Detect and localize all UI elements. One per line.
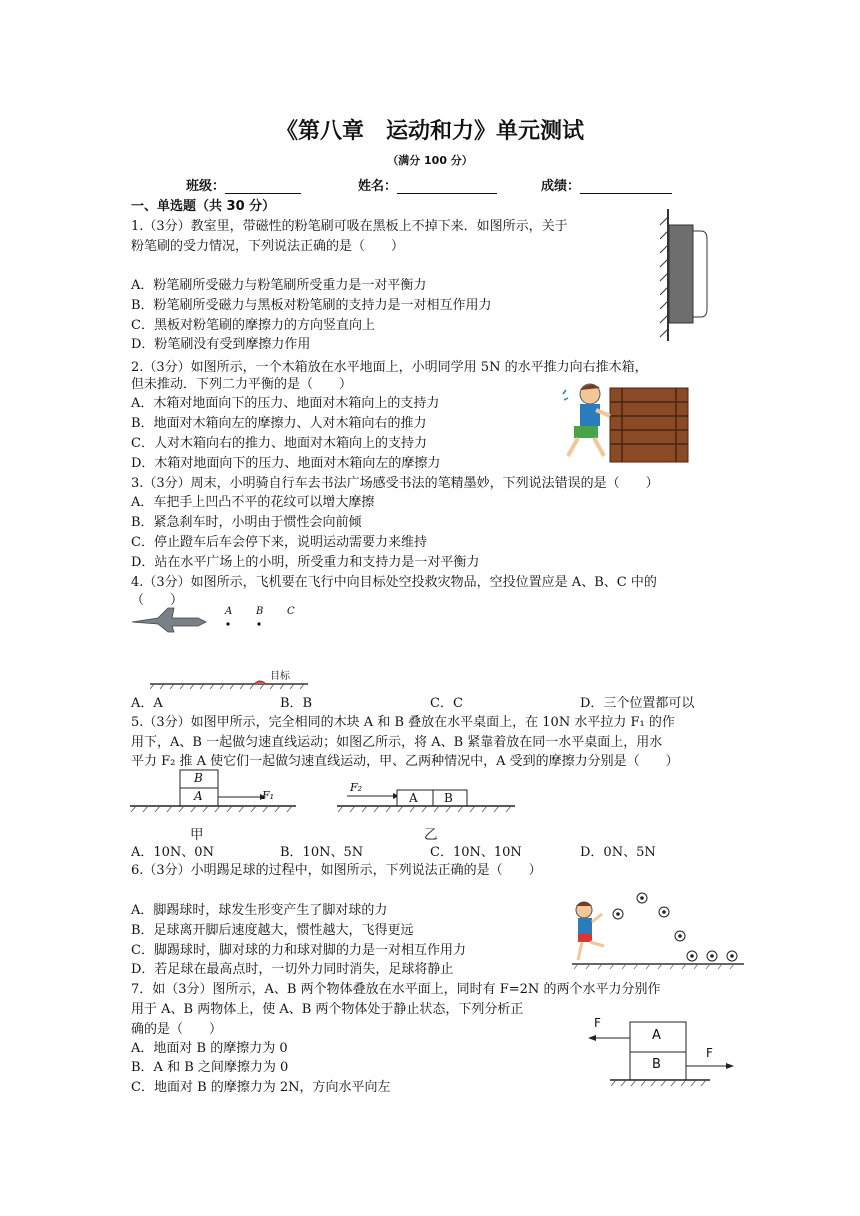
side-by-side-blocks-figure (335, 784, 517, 814)
airplane-figure (128, 604, 288, 634)
q7-option-c: C．地面对 B 的摩擦力为 2N，方向水平向左 (131, 1080, 391, 1095)
point-b-label: B (256, 606, 264, 617)
fig2-box-a: A (409, 791, 418, 805)
fig1-box-a: A (194, 789, 203, 803)
q7-option-a: A．地面对 B 的摩擦力为 0 (131, 1041, 288, 1056)
q7-force-left: F (594, 1016, 601, 1030)
q1-option-b: B．粉笔刷所受磁力与黑板对粉笔刷的支持力是一对相互作用力 (131, 298, 492, 313)
q7-box-a: A (652, 1028, 661, 1043)
point-a-label: A (225, 606, 233, 617)
q2-option-b: B．地面对木箱向左的摩擦力、人对木箱向右的推力 (131, 416, 427, 431)
fig2-caption: 乙 (424, 827, 438, 843)
q5-option-c: C．10N、10N (430, 845, 522, 860)
q7-box-b: B (652, 1057, 661, 1072)
q7-stem-line1: 7．如（3分）图所示，A、B 两个物体叠放在水平面上，同时有 F=2N 的两个水平力分别作 (131, 982, 661, 997)
section-heading: 一、单选题（共 30 分） (131, 199, 276, 214)
forces-on-blocks-figure (580, 1014, 740, 1094)
page-subtitle: （满分 100 分） (387, 154, 473, 167)
q5-stem-line1: 5.（3分）如图甲所示，完全相同的木块 A 和 B 叠放在水平桌面上，在 10N 水平拉力 F₁ 的作 (131, 715, 675, 730)
fig2-box-b: B (444, 791, 453, 805)
target-label: 目标 (270, 671, 290, 682)
score-label: 成绩： (541, 179, 581, 194)
q2-stem-line2: 但未推动．下列二力平衡的是（ ） (131, 377, 353, 392)
q4-option-a: A．A (131, 696, 163, 711)
fig1-force-f1: F₁ (262, 789, 275, 802)
q6-option-d: D．若足球在最高点时，一切外力同时消失，足球将静止 (131, 962, 454, 977)
name-label: 姓名： (358, 179, 398, 194)
q5-option-b: B．10N、5N (280, 845, 364, 860)
q3-option-d: D．站在水平广场上的小明，所受重力和支持力是一对平衡力 (131, 555, 480, 570)
score-field (541, 175, 672, 194)
q7-force-right: F (706, 1046, 713, 1060)
q5-stem-line3: 平力 F₂ 推 A 使它们一起做匀速直线运动，甲、乙两种情况中，A 受到的摩擦力分别是（ ） (131, 754, 679, 769)
fig1-caption: 甲 (190, 827, 204, 843)
q5-option-a: A．10N、0N (131, 845, 214, 860)
q3-option-b: B．紧急刹车时，小明由于惯性会向前倾 (131, 515, 362, 530)
class-label: 班级： (186, 179, 226, 194)
q4-stem-line1: 4.（3分）如图所示，飞机要在飞行中向目标处空投救灾物品，空投位置应是 A、B、C 中的 (131, 575, 657, 590)
q1-option-c: C．黑板对粉笔刷的摩擦力的方向竖直向上 (131, 318, 375, 333)
q4-option-c: C．C (430, 696, 463, 711)
class-field (186, 175, 301, 194)
q2-stem-line1: 2.（3分）如图所示，一个木箱放在水平地面上，小明同学用 5N 的水平推力向右推木箱， (131, 360, 648, 375)
q4-option-b: B．B (280, 696, 313, 711)
boy-kicking-ball-figure (570, 884, 746, 970)
score-blank[interactable] (580, 179, 672, 194)
q5-option-d: D．0N、5N (580, 845, 656, 860)
page-title: 《第八章 运动和力》单元测试 (275, 119, 584, 144)
q7-stem-line2: 用于 A、B 两物体上，使 A、B 两个物体处于静止状态，下列分析正 (131, 1002, 524, 1017)
q1-stem-line1: 1.（3分）教室里，带磁性的粉笔刷可吸在黑板上不掉下来．如图所示，关于 (131, 219, 568, 234)
q7-stem-line3: 确的是（ ） (131, 1022, 223, 1037)
q6-option-b: B．足球离开脚后速度越大，惯性越大，飞得更远 (131, 923, 414, 938)
q1-option-a: A．粉笔刷所受磁力与粉笔刷所受重力是一对平衡力 (131, 278, 427, 293)
boy-pushing-box-figure (562, 380, 696, 464)
q4-stem-line2: （ ） (131, 593, 184, 608)
name-field (358, 175, 497, 194)
q5-stem-line2: 用下，A、B 一起做匀速直线运动；如图乙所示，将 A、B 紧靠着放在同一水平桌面上，用水 (131, 735, 663, 750)
q3-option-a: A．车把手上凹凸不平的花纹可以增大摩擦 (131, 495, 375, 510)
q1-stem-line2: 粉笔刷的受力情况，下列说法正确的是（ ） (131, 239, 405, 254)
q2-option-d: D．木箱对地面向下的压力、地面对木箱向左的摩擦力 (131, 456, 441, 471)
class-blank[interactable] (225, 179, 301, 194)
q2-option-c: C．人对木箱向右的推力、地面对木箱向上的支持力 (131, 436, 427, 451)
fig2-force-f2: F₂ (350, 781, 363, 794)
point-c-label: C (287, 606, 295, 617)
q6-option-a: A．脚踢球时，球发生形变产生了脚对球的力 (131, 903, 388, 918)
fig1-box-b: B (194, 771, 203, 785)
q6-option-c: C．脚踢球时，脚对球的力和球对脚的力是一对相互作用力 (131, 943, 466, 958)
q4-option-d: D．三个位置都可以 (580, 696, 695, 711)
q3-stem-line1: 3.（3分）周末，小明骑自行车去书法广场感受书法的笔精墨妙，下列说法错误的是（ ） (131, 476, 659, 491)
blackboard-eraser-figure (655, 207, 715, 343)
q3-option-c: C．停止蹬车后车会停下来，说明运动需要力来维持 (131, 535, 427, 550)
q1-option-d: D．粉笔刷没有受到摩擦力作用 (131, 337, 311, 352)
q6-stem-line1: 6.（3分）小明踢足球的过程中，如图所示，下列说法正确的是（ ） (131, 863, 542, 878)
name-blank[interactable] (397, 179, 497, 194)
q2-option-a: A．木箱对地面向下的压力、地面对木箱向上的支持力 (131, 396, 440, 411)
q7-option-b: B．A 和 B 之间摩擦力为 0 (131, 1060, 289, 1075)
